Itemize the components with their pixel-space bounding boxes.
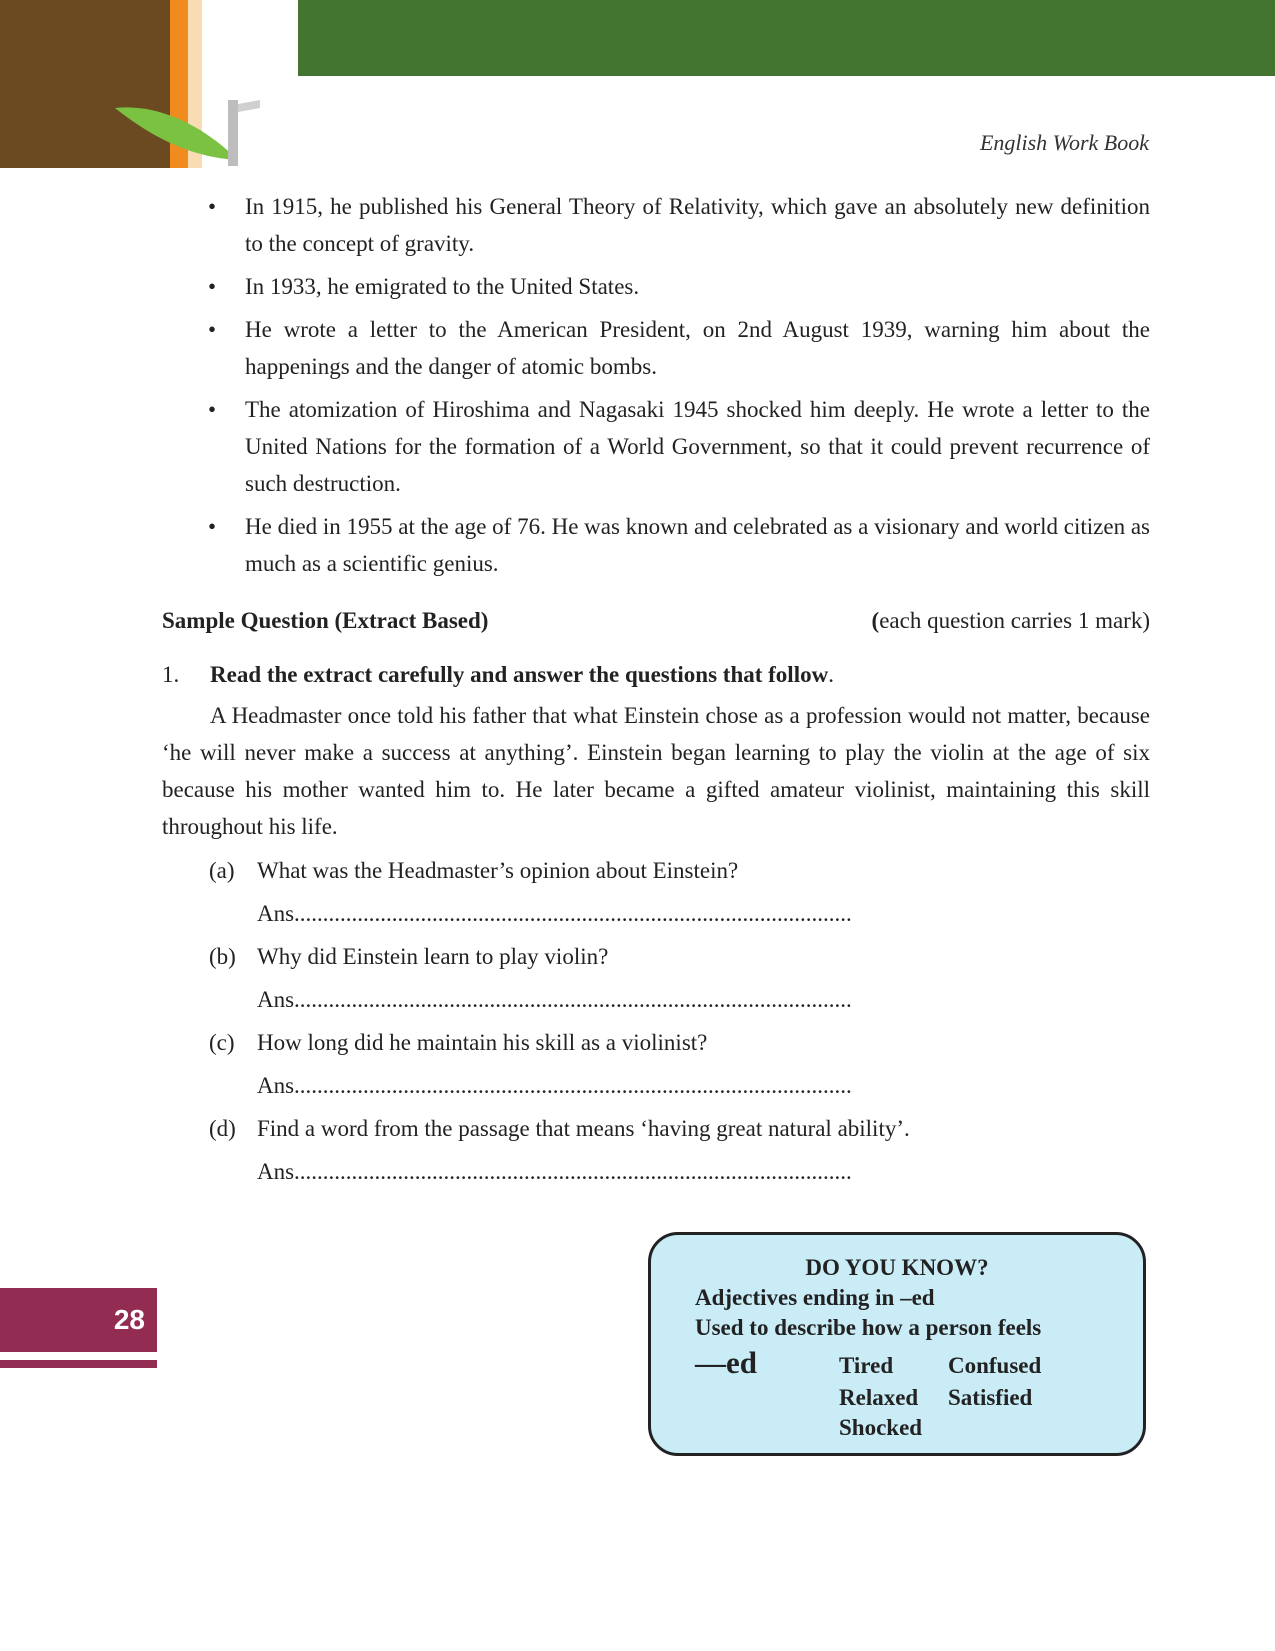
list-item: • The atomization of Hiroshima and Nagasaki 1945 shocked him deeply. He wrote a letter to the United Nations for the formation of a World Government, so that it could prevent recurrence of such destruction. (162, 391, 1150, 502)
list-item: • He wrote a letter to the American President, on 2nd August 1939, warning him about the happenings and the danger of atomic bombs. (162, 311, 1150, 385)
answer-line: Ans................................................................................................. (257, 986, 852, 1012)
question-text: What was the Headmaster’s opinion about Einstein? (257, 857, 739, 883)
example-word: Relaxed (839, 1385, 919, 1410)
question-instruction: 1. Read the extract carefully and answer the questions that follow. (162, 656, 1150, 693)
instruction-text: Read the extract carefully and answer the questions that follow (210, 662, 829, 687)
question-item (209, 1107, 1150, 1149)
question-list (162, 849, 1150, 1193)
do-you-know-line: Adjectives ending in –ed (695, 1285, 935, 1310)
book-title: English Work Book (979, 130, 1149, 155)
page-number: 28 (0, 1288, 157, 1352)
extract-passage: A Headmaster once told his father that what Einstein chose as a profession would not matter, because ‘he will never make a success at anything’. Einstein began learning to play the violin at the age of six because his mother wanted him to. He later became a gifted amateur violinist, maintaining this skill throughout his life. (162, 703, 1150, 839)
list-item: • He died in 1955 at the age of 76. He was known and celebrated as a visionary and world citizen as much as a scientific genius. (162, 508, 1150, 582)
bullet-list (162, 188, 1150, 582)
header-green-bar (298, 0, 1275, 76)
do-you-know-box (648, 1232, 1146, 1456)
question-label: (a) (209, 857, 235, 883)
bullet-icon: • (208, 194, 217, 219)
question-text: Find a word from the passage that means ‘having great natural ability’. (257, 1115, 910, 1141)
do-you-know-title: DO YOU KNOW? (805, 1255, 989, 1280)
page-content (162, 188, 1150, 1193)
marks-note: (each question carries 1 mark) (871, 608, 1150, 633)
example-word: Shocked (839, 1415, 923, 1440)
example-word: Confused (948, 1353, 1042, 1378)
question-text: Why did Einstein learn to play violin? (257, 943, 609, 969)
question-number: 1. (162, 662, 180, 687)
list-item: • In 1933, he emigrated to the United States. (162, 268, 1150, 305)
answer-line: Ans................................................................................................. (257, 900, 852, 926)
sample-question-title: Sample Question (Extract Based) (162, 608, 489, 633)
bullet-icon: • (208, 274, 217, 299)
suffix-label: —ed (695, 1345, 757, 1380)
example-word: Satisfied (948, 1385, 1033, 1410)
answer-line: Ans................................................................................................. (257, 1158, 852, 1184)
bullet-icon: • (208, 317, 217, 342)
bullet-icon: • (208, 397, 217, 422)
page-number-underline (0, 1360, 157, 1368)
list-item: • In 1915, he published his General Theory of Relativity, which gave an absolutely new definition to the concept of gravity. (162, 188, 1150, 262)
example-word: Tired (839, 1353, 894, 1378)
leaf-decoration-icon (110, 100, 260, 170)
bullet-icon: • (208, 514, 217, 539)
do-you-know-line: Used to describe how a person feels (695, 1315, 1042, 1340)
question-text: How long did he maintain his skill as a violinist? (257, 1029, 708, 1055)
sample-question-header (162, 602, 1150, 639)
question-item (209, 849, 1150, 891)
question-label: (c) (209, 1029, 235, 1055)
question-label: (b) (209, 943, 236, 969)
question-label: (d) (209, 1115, 236, 1141)
answer-line: Ans................................................................................................. (257, 1072, 852, 1098)
question-item (209, 935, 1150, 977)
question-item (209, 1021, 1150, 1063)
